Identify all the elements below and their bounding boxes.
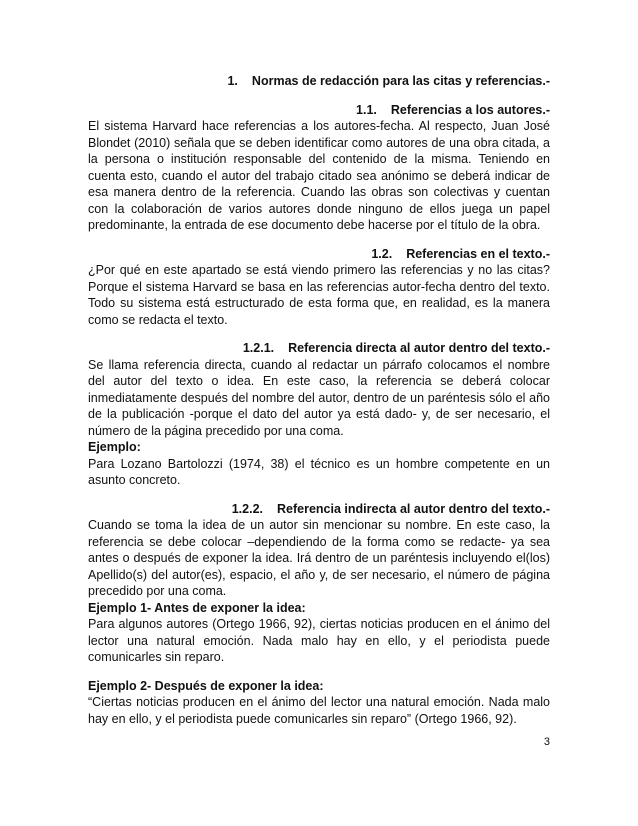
heading-1 [88,73,550,90]
example-label: Ejemplo: [88,440,141,454]
page-content [88,73,550,727]
heading-number: 1.2. [371,246,393,261]
heading-title: Referencias en el texto.- [406,246,550,261]
heading-1-2-2 [88,501,550,518]
heading-number: 1.1. [356,102,377,117]
heading-title: Referencia indirecta al autor dentro del texto.- [277,501,550,516]
heading-number: 1. [227,74,238,88]
heading-1-2-1 [88,340,550,357]
example-text: Para Lozano Bartolozzi (1974, 38) el técnico es un hombre competente en un asunto concreto. [88,456,550,487]
paragraph: ¿Por qué en este apartado se está viendo primero las referencias y no las citas? Porque el sistema Harvard se basa en las referencias autor-fecha dentro del texto. Todo su sistema está estructurado de esta forma que, en realidad, es la manera como se redacta el texto. [88,263,550,327]
example-1-text: Para algunos autores (Ortego 1966, 92), ciertas noticias producen en el ánimo del lector una natural emoción. Nada malo hay en ello, y el periodista puede comunicarles sin reparo. [88,617,550,664]
heading-title: Referencias a los autores.- [390,102,550,117]
example-2-text: “Ciertas noticias producen en el ánimo del lector una natural emoción. Nada malo hay en ello, y el periodista puede comunicarles sin reparo” (Ortego 1966, 92). [88,695,550,726]
paragraph: El sistema Harvard hace referencias a los autores-fecha. Al respecto, Juan José Blondet (2010) señala que se deben identificar como autores de una obra citada, a la persona o institución responsable del contenido de la misma. Teniendo en cuenta esto, cuando el autor del trabajo citado sea anónimo se deberá indicar de esa manera dentro de la referencia. Cuando las obras son colectivas y cuentan con la colaboración de varios autores donde ninguno de ellos juega un papel predominante, la entrada de ese documento debe hacerse por el título de la obra. [88,119,550,232]
heading-title: Normas de redacción para las citas y referencias.- [251,74,550,88]
heading-1-2 [88,246,550,263]
heading-number: 1.2.1. [242,341,275,355]
paragraph: Se llama referencia directa, cuando al redactar un párrafo colocamos el nombre del autor del texto o idea. En este caso, la referencia se deberá colocar inmediatamente después del nombre del autor, dentro de un paréntesis sólo el año de la publicación -porque el dato del autor ya está dado- y, de ser necesario, el número de la página precedido por una coma. [88,357,550,438]
example-2-label: Ejemplo 2- Después de exponer la idea: [88,678,324,693]
heading-1-1 [88,102,550,119]
heading-number: 1.2.2. [231,501,264,516]
example-1-label: Ejemplo 1- Antes de exponer la idea: [88,600,306,615]
heading-title: Referencia directa al autor dentro del texto.- [288,341,550,355]
page-number: 3 [543,736,550,748]
paragraph: Cuando se toma la idea de un autor sin mencionar su nombre. En este caso, la referencia se debe colocar –dependiendo de la forma como se redacte- ya sea antes o después de exponer la idea. Irá dentro de un paréntesis incluyendo el(los) Apellido(s) del autor(es), espacio, el año y, de ser necesario, el número de página precedido por una coma. [88,518,550,598]
